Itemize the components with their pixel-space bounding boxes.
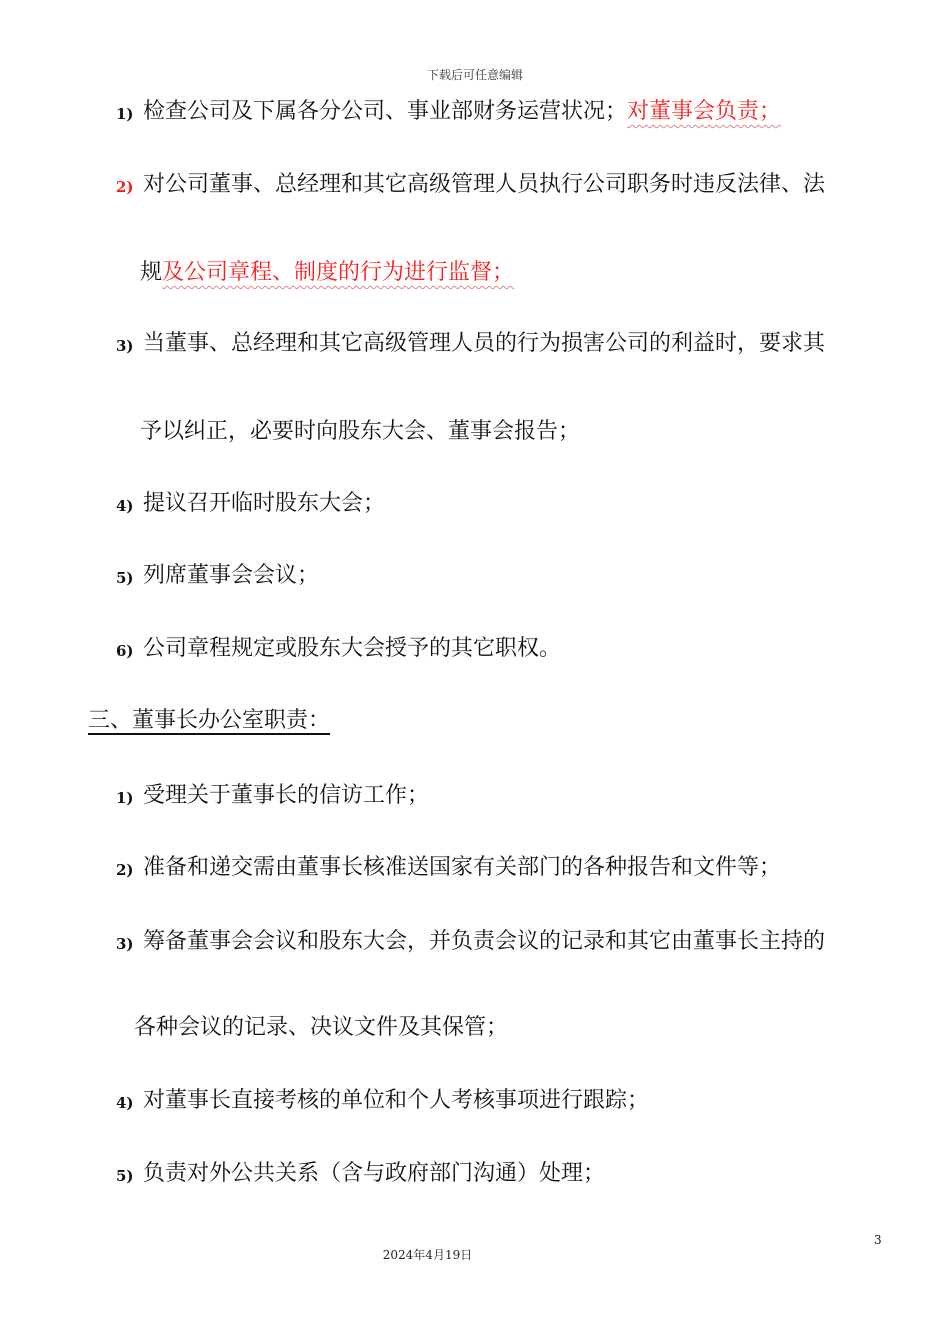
list-number: 2) (116, 861, 134, 879)
list-item: 列席董事会会议； (143, 563, 320, 588)
list-item-continuation: 予以纠正，必要时向股东大会、董事会报告； (140, 419, 581, 444)
list-item: 受理关于董事长的信访工作； (143, 783, 430, 808)
item-text: 检查公司及下属各分公司、事业部财务运营状况； (143, 99, 628, 124)
list-item: 准备和递交需由董事长核准送国家有关部门的各种报告和文件等； (143, 855, 782, 880)
page-number: 3 (874, 1233, 882, 1247)
list-number: 5) (116, 569, 134, 587)
list-item: 公司章程规定或股东大会授予的其它职权。 (143, 636, 562, 661)
header-note: 下载后可任意编辑 (426, 68, 523, 82)
list-item-continuation: 各种会议的记录、决议文件及其保管； (134, 1015, 509, 1040)
list-item: 当董事、总经理和其它高级管理人员的行为损害公司的利益时，要求其 (143, 331, 826, 356)
list-item: 对公司董事、总经理和其它高级管理人员执行公司职务时违反法律、法 (143, 172, 826, 197)
list-number: 3) (116, 935, 134, 953)
list-number: 4) (116, 1094, 134, 1112)
list-number: 3) (116, 337, 134, 355)
footer-date: 2024年4月19日 (382, 1248, 473, 1262)
list-number: 6) (116, 642, 134, 660)
list-item: 提议召开临时股东大会； (143, 491, 386, 516)
list-item: 对董事长直接考核的单位和个人考核事项进行跟踪； (143, 1088, 650, 1113)
list-item (143, 97, 781, 127)
highlighted-text: 对董事会负责； (627, 99, 782, 124)
item-text: 规 (140, 260, 163, 285)
list-item: 筹备董事会会议和股东大会，并负责会议的记录和其它由董事长主持的 (143, 929, 826, 954)
list-number: 2) (116, 178, 134, 196)
list-number: 5) (116, 1167, 134, 1185)
list-item-continuation (140, 258, 514, 288)
list-number: 1) (116, 789, 134, 807)
section-heading: 三、董事长办公室职责： (88, 708, 331, 733)
list-number: 4) (116, 497, 134, 515)
list-item: 负责对外公共关系（含与政府部门沟通）处理； (143, 1161, 606, 1186)
highlighted-text: 及公司章程、制度的行为进行监督； (162, 260, 515, 285)
list-number: 1) (116, 105, 134, 123)
